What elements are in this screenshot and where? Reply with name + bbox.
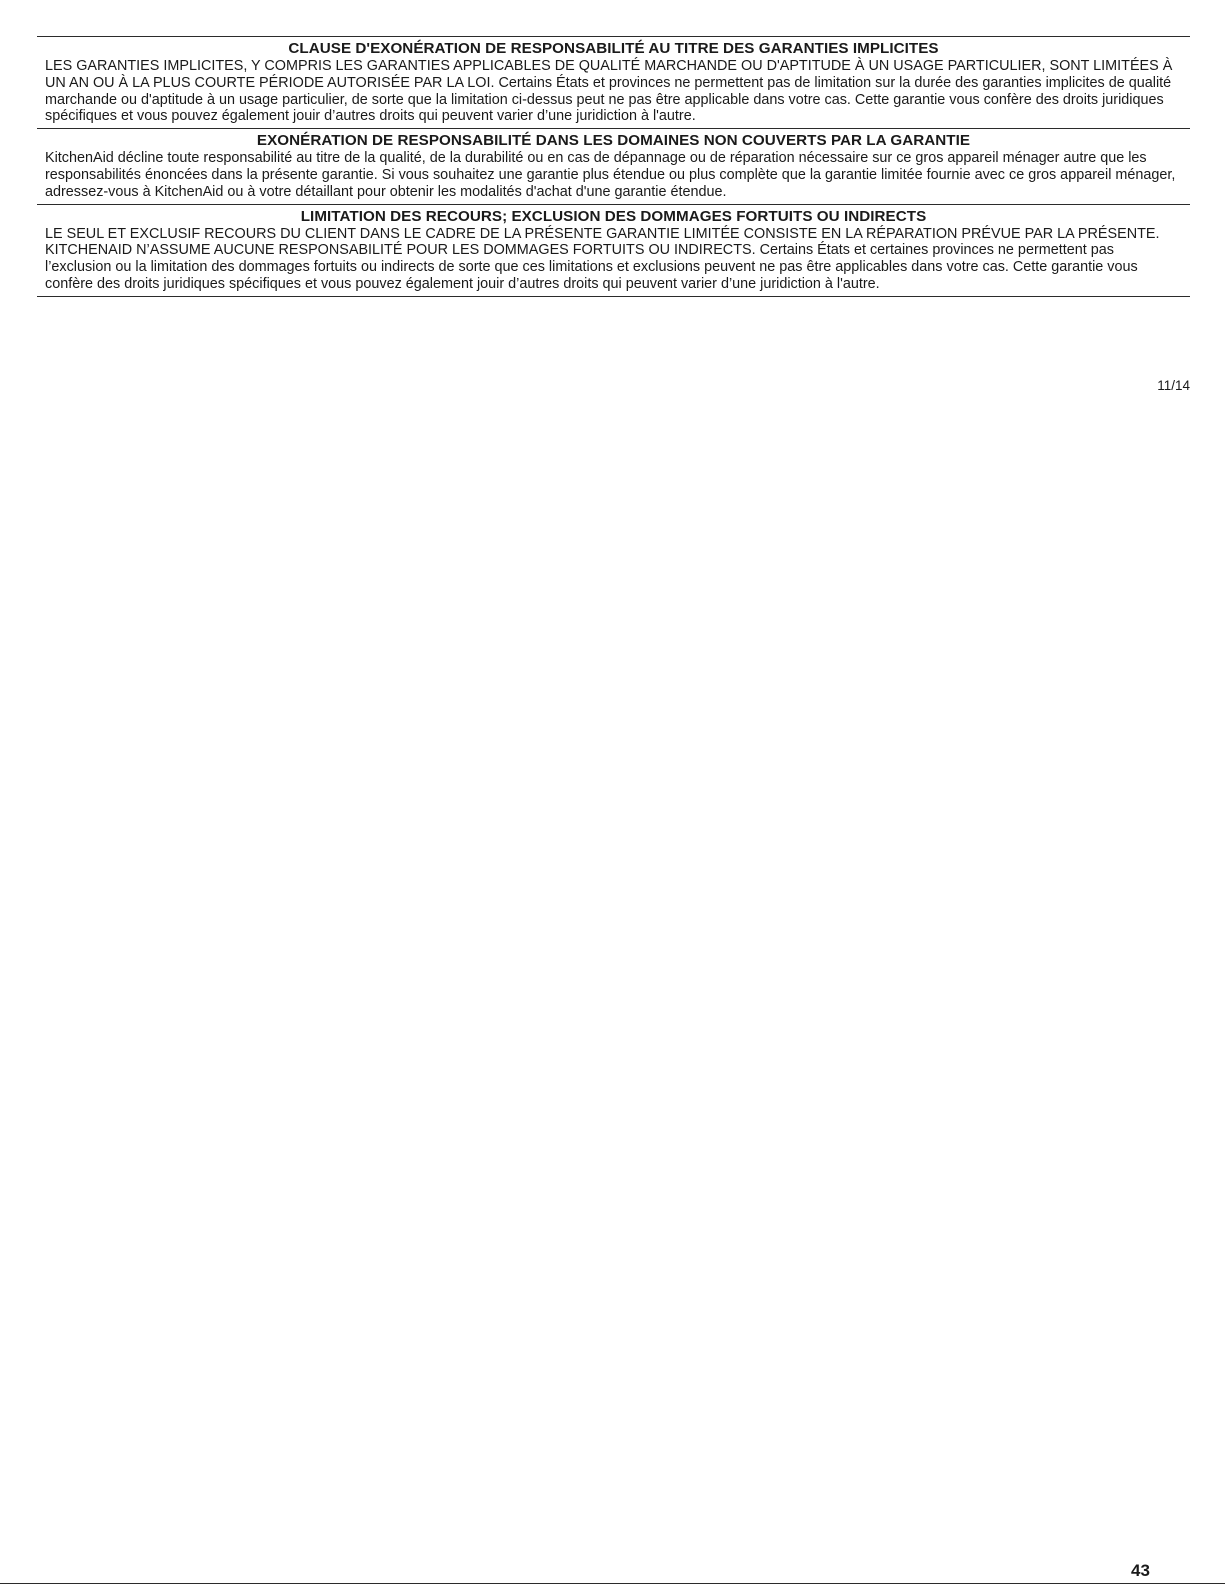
section-body: LES GARANTIES IMPLICITES, Y COMPRIS LES GARANTIES APPLICABLES DE QUALITÉ MARCHANDE OU D'APTITUDE À UN USAGE PARTICULIER, SONT LIMITÉES À UN AN OU À LA PLUS COURTE PÉRIODE AUTORISÉE PAR LA LOI. Certains États et provinces ne permettent pas de limitation sur la durée des garanties implicites de qualité marchande ou d'aptitude à un usage particulier, de sorte que la limitation ci-dessus peut ne pas être applicable dans votre cas. Cette garantie vous confère des droits juridiques spécifiques et vous pouvez également jouir d’autres droits qui peuvent varier d’une juridiction à l'autre. bbox=[45, 58, 1173, 125]
warranty-document bbox=[37, 36, 1190, 393]
not-covered-disclaimer-section bbox=[37, 128, 1190, 203]
section-body: LE SEUL ET EXCLUSIF RECOURS DU CLIENT DANS LE CADRE DE LA PRÉSENTE GARANTIE LIMITÉE CONSISTE EN LA RÉPARATION PRÉVUE PAR LA PRÉSENTE. KITCHENAID N’ASSUME AUCUNE RESPONSABILITÉ POUR LES DOMMAGES FORTUITS OU INDIRECTS. Certains États et certaines provinces ne permettent pas l’exclusion ou la limitation des dommages fortuits ou indirects de sorte que ces limitations et exclusions peuvent ne pas être applicables dans votre cas. Cette garantie vous confère des droits juridiques spécifiques et vous pouvez également jouir d’autres droits qui peuvent varier d’une juridiction à l'autre. bbox=[45, 225, 1160, 292]
page-bottom-divider bbox=[0, 1583, 1225, 1584]
page-number: 43 bbox=[1131, 1561, 1150, 1580]
section-title: EXONÉRATION DE RESPONSABILITÉ DANS LES DOMAINES NON COUVERTS PAR LA GARANTIE bbox=[256, 132, 971, 150]
implied-warranty-disclaimer-section bbox=[37, 36, 1190, 128]
section-title: LIMITATION DES RECOURS; EXCLUSION DES DOMMAGES FORTUITS OU INDIRECTS bbox=[300, 207, 927, 225]
section-body: KitchenAid décline toute responsabilité au titre de la qualité, de la durabilité ou en cas de dépannage ou de réparation nécessaire sur ce gros appareil ménager autre que les responsabilités énoncées dans la présente garantie. Si vous souhaitez une garantie plus étendue ou plus complète que la garantie limitée fournie avec ce gros appareil ménager, adressez-vous à KitchenAid ou à votre détaillant pour obtenir les modalités d'achat d'une garantie étendue. bbox=[45, 150, 1176, 200]
limitation-of-remedies-section bbox=[37, 204, 1190, 297]
section-title: CLAUSE D'EXONÉRATION DE RESPONSABILITÉ AU TITRE DES GARANTIES IMPLICITES bbox=[288, 40, 939, 57]
revision-date-code: 11/14 bbox=[1157, 378, 1190, 393]
